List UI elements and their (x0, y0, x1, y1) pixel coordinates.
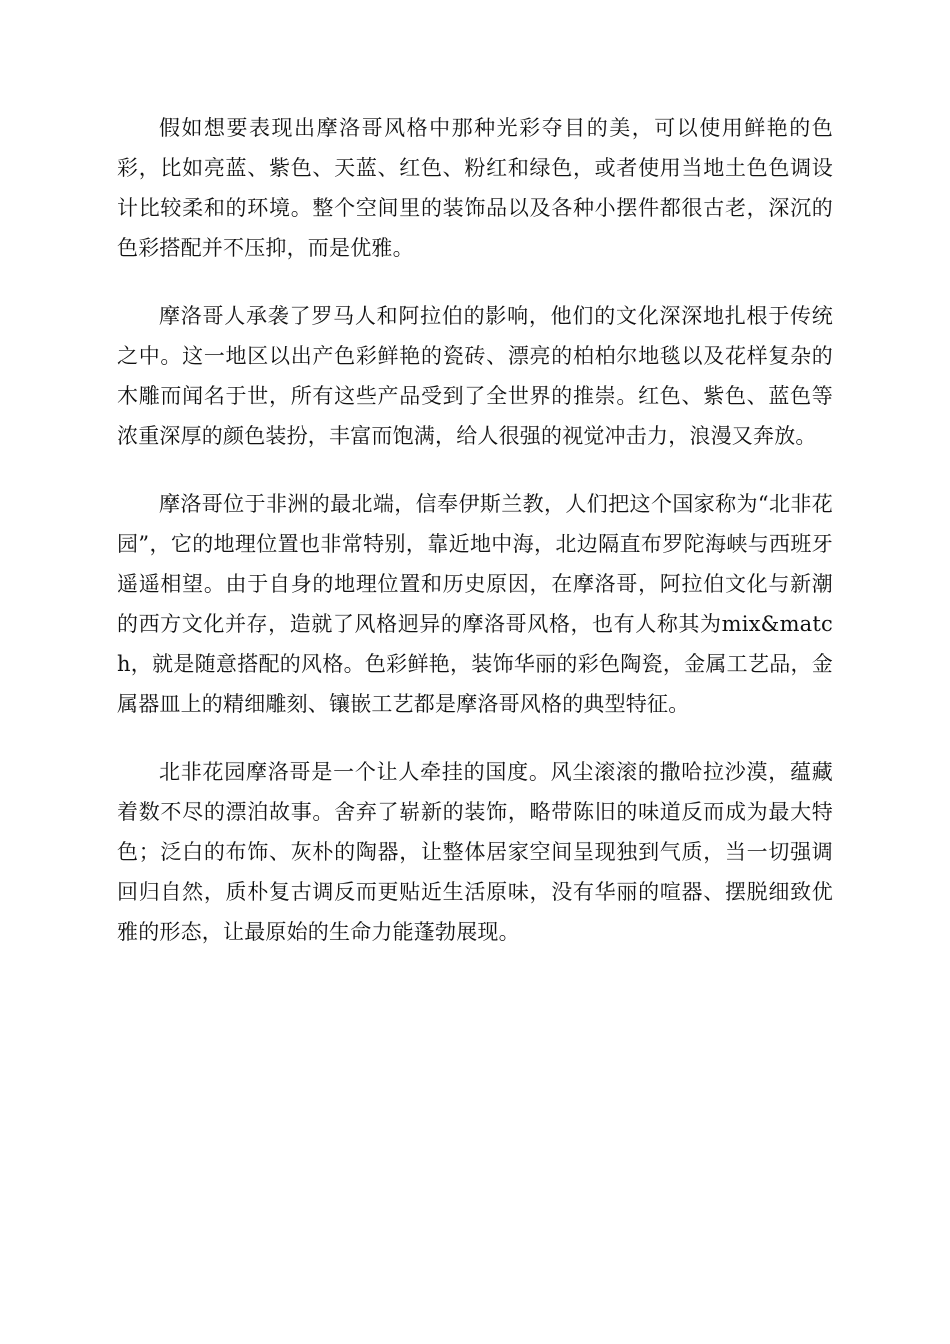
paragraph-1: 假如想要表现出摩洛哥风格中那种光彩夺目的美，可以使用鲜艳的色彩，比如亮蓝、紫色、天蓝、红色、粉红和绿色，或者使用当地土色色调设计比较柔和的环境。整个空间里的装饰品以及各种小摆件都很古老，深沉的色彩搭配并不压抑，而是优雅。 (117, 116, 833, 260)
paragraph-2: 摩洛哥人承袭了罗马人和阿拉伯的影响，他们的文化深深地扎根于传统之中。这一地区以出产色彩鲜艳的瓷砖、漂亮的柏柏尔地毯以及花样复杂的木雕而闻名于世，所有这些产品受到了全世界的推崇。红色、紫色、蓝色等浓重深厚的颜色装扮，丰富而饱满，给人很强的视觉冲击力，浪漫又奔放。 (117, 304, 833, 448)
document-body (117, 108, 833, 980)
paragraph-4: 北非花园摩洛哥是一个让人牵挂的国度。风尘滚滚的撒哈拉沙漠，蕴藏着数不尽的漂泊故事。舍弃了崭新的装饰，略带陈旧的味道反而成为最大特色；泛白的布饰、灰朴的陶器，让整体居家空间呈现独到气质，当一切强调回归自然，质朴复古调反而更贴近生活原味，没有华丽的喧器、摆脱细致优雅的形态，让最原始的生命力能蓬勃展现。 (117, 760, 833, 944)
paragraph-3: 摩洛哥位于非洲的最北端，信奉伊斯兰教，人们把这个国家称为“北非花园”，它的地理位置也非常特别，靠近地中海，北边隔直布罗陀海峡与西班牙遥遥相望。由于自身的地理位置和历史原因，在摩洛哥，阿拉伯文化与新潮的西方文化并存，造就了风格迥异的摩洛哥风格，也有人称其为mix&match，就是随意搭配的风格。色彩鲜艳，装饰华丽的彩色陶瓷，金属工艺品，金属器皿上的精细雕刻、镶嵌工艺都是摩洛哥风格的典型特征。 (117, 492, 833, 716)
